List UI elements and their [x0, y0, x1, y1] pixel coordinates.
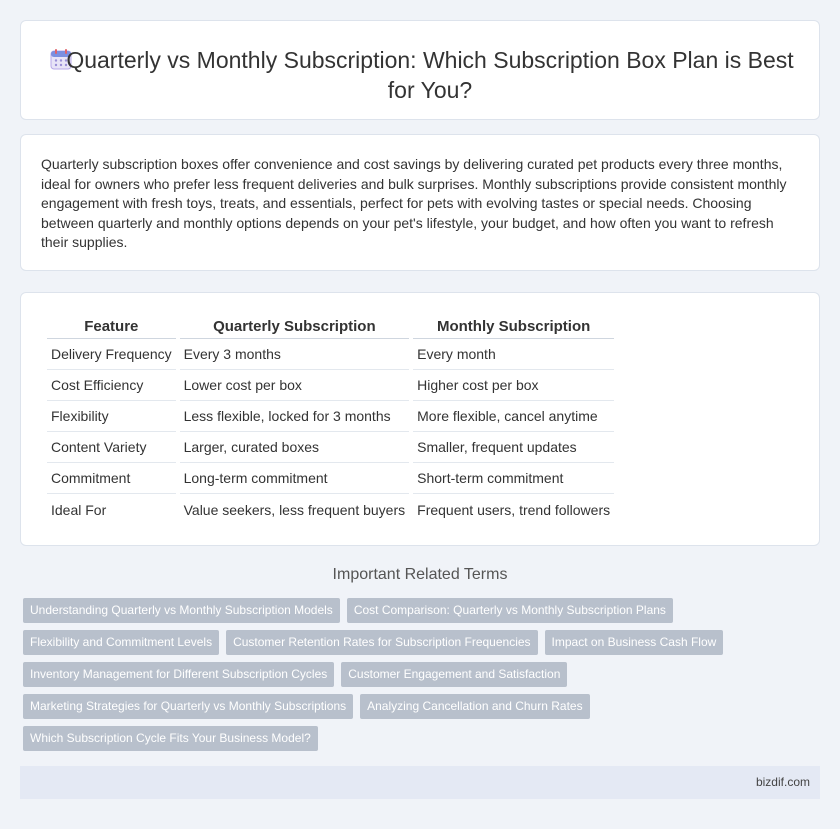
page-title: Quarterly vs Monthly Subscription: Which Subscription Box Plan is Best for You?: [66, 47, 794, 103]
comparison-table: [43, 315, 618, 525]
table-cell: Commitment: [47, 463, 176, 494]
table-cell: Smaller, frequent updates: [413, 432, 614, 463]
table-cell: Lower cost per box: [180, 370, 410, 401]
intro-card: [20, 134, 820, 271]
table-cell: Less flexible, locked for 3 months: [180, 401, 410, 432]
related-term-tag[interactable]: Impact on Business Cash Flow: [545, 630, 724, 655]
related-terms-list: [23, 598, 823, 758]
table-cell: Flexibility: [47, 401, 176, 432]
table-cell: Higher cost per box: [413, 370, 614, 401]
table-cell: Content Variety: [47, 432, 176, 463]
table-row: [47, 339, 614, 370]
intro-paragraph: Quarterly subscription boxes offer convenience and cost savings by delivering curated pet products every three months, ideal for owners who prefer less frequent deliveries and bulk surprises. Monthly subscriptions provide consistent monthly engagement with fresh toys, treats, and essentials, perfect for pets with evolving tastes or special needs. Choosing between quarterly and monthly options depends on your pet's lifestyle, your budget, and how often you want to refresh their supplies.: [41, 156, 787, 251]
related-term-tag[interactable]: Flexibility and Commitment Levels: [23, 630, 219, 655]
table-cell: Ideal For: [51, 501, 107, 518]
table-cell: Long-term commitment: [180, 463, 410, 494]
column-header-quarterly: Quarterly Subscription: [180, 315, 410, 339]
footer-brand[interactable]: bizdif.com: [755, 775, 810, 789]
table-cell: Larger, curated boxes: [180, 432, 410, 463]
table-row: [47, 463, 614, 494]
related-term-tag[interactable]: Customer Retention Rates for Subscription Frequencies: [226, 630, 537, 655]
table-row: [47, 432, 614, 463]
table-cell: Short-term commitment: [413, 463, 614, 494]
column-header-monthly: Monthly Subscription: [413, 315, 614, 339]
table-cell: Delivery Frequency: [47, 339, 176, 370]
table-cell: Cost Efficiency: [47, 370, 176, 401]
table-cell: More flexible, cancel anytime: [413, 401, 614, 432]
table-row: [47, 401, 614, 432]
table-cell: Every 3 months: [180, 339, 410, 370]
header-card: [20, 20, 820, 120]
table-cell: Value seekers, less frequent buyers: [183, 501, 406, 518]
related-term-tag[interactable]: Inventory Management for Different Subscription Cycles: [23, 662, 334, 687]
footer: [20, 766, 820, 799]
comparison-card: [20, 292, 820, 546]
related-term-tag[interactable]: Which Subscription Cycle Fits Your Business Model?: [23, 726, 318, 751]
related-term-tag[interactable]: Customer Engagement and Satisfaction: [341, 662, 567, 687]
column-header-feature: Feature: [47, 315, 176, 339]
table-cell: Frequent users, trend followers: [417, 501, 611, 518]
table-row: [47, 370, 614, 401]
related-term-tag[interactable]: Understanding Quarterly vs Monthly Subscription Models: [23, 598, 340, 623]
related-term-tag[interactable]: Analyzing Cancellation and Churn Rates: [360, 694, 589, 719]
related-terms-heading: Important Related Terms: [332, 566, 508, 583]
table-header-row: [47, 315, 614, 339]
table-cell: Every month: [413, 339, 614, 370]
table-row: [47, 494, 614, 525]
related-term-tag[interactable]: Cost Comparison: Quarterly vs Monthly Subscription Plans: [347, 598, 673, 623]
related-term-tag[interactable]: Marketing Strategies for Quarterly vs Monthly Subscriptions: [23, 694, 353, 719]
